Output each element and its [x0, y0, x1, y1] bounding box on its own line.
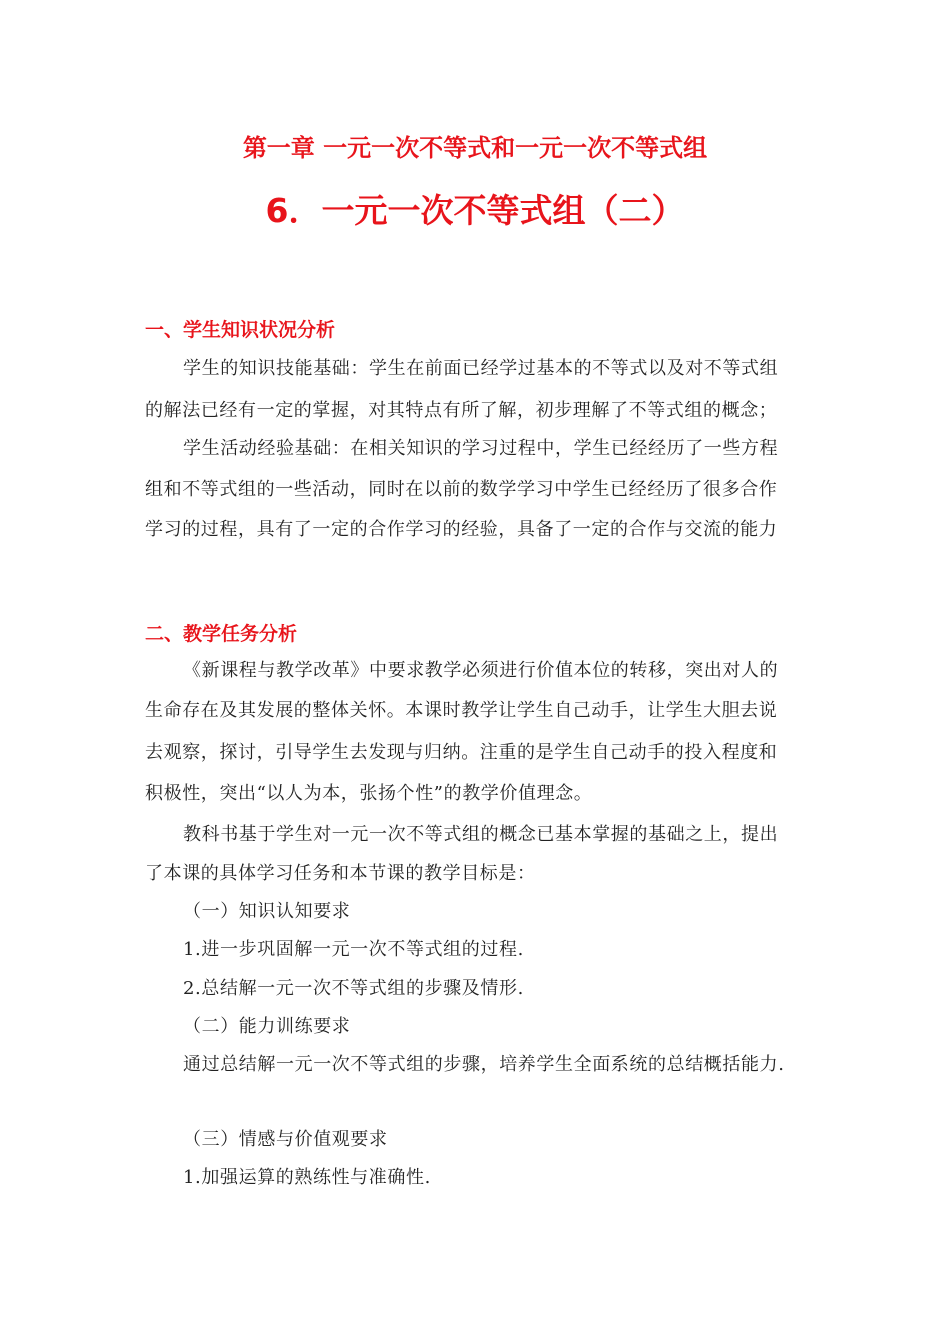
section-2-paragraph-line: 《新课程与教学改革》中要求教学必须进行价值本位的转移，突出对人的: [183, 660, 779, 681]
section-1-heading: 一、学生知识状况分析: [145, 319, 336, 341]
lesson-title: 6．一元一次不等式组（二）: [265, 191, 685, 230]
goal-2-title: （二）能力训练要求: [183, 1016, 351, 1037]
goal-2-text: 通过总结解一元一次不等式组的步骤，培养学生全面系统的总结概括能力.: [183, 1054, 785, 1075]
section-2-paragraph-line: 去观察，探讨，引导学生去发现与归纳。注重的是学生自己动手的投入程度和: [145, 742, 778, 763]
section-1-paragraph-line: 学习的过程，具有了一定的合作学习的经验，具备了一定的合作与交流的能力: [145, 519, 778, 540]
goal-3-title: （三）情感与价值观要求: [183, 1129, 388, 1150]
goal-1-title: （一）知识认知要求: [183, 901, 351, 922]
section-2-paragraph-line: 教科书基于学生对一元一次不等式组的概念已基本掌握的基础之上，提出: [183, 824, 779, 845]
goal-1-item: 2.总结解一元一次不等式组的步骤及情形.: [183, 978, 524, 999]
section-1-paragraph-line: 学生活动经验基础：在相关知识的学习过程中，学生已经经历了一些方程: [183, 438, 779, 459]
section-1-paragraph-line: 组和不等式组的一些活动，同时在以前的数学学习中学生已经经历了很多合作: [145, 479, 778, 500]
section-2-paragraph-line: 了本课的具体学习任务和本节课的教学目标是：: [145, 863, 536, 884]
section-2-paragraph-line: 积极性，突出“以人为本，张扬个性”的教学价值理念。: [145, 783, 593, 804]
chapter-title: 第一章 一元一次不等式和一元一次不等式组: [242, 134, 708, 162]
section-1-paragraph-line: 学生的知识技能基础：学生在前面已经学过基本的不等式以及对不等式组: [183, 358, 779, 379]
section-1-paragraph-line: 的解法已经有一定的掌握，对其特点有所了解，初步理解了不等式组的概念；: [145, 400, 778, 421]
section-2-paragraph-line: 生命存在及其发展的整体关怀。本课时教学让学生自己动手，让学生大胆去说: [145, 700, 778, 721]
goal-3-item: 1.加强运算的熟练性与准确性.: [183, 1167, 431, 1188]
goal-1-item: 1.进一步巩固解一元一次不等式组的过程.: [183, 939, 524, 960]
section-2-heading: 二、教学任务分析: [145, 623, 298, 645]
